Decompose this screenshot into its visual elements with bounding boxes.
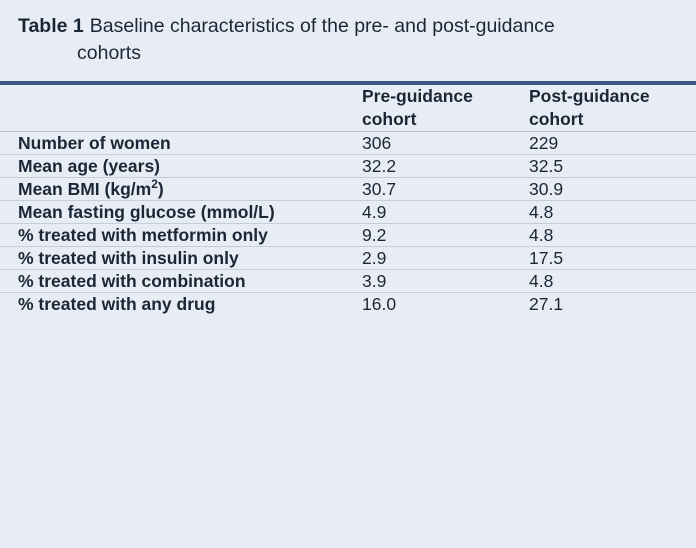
table-row <box>0 224 696 247</box>
column-header-post-guidance-line2: cohort <box>529 109 584 129</box>
row-value-post: 27.1 <box>529 294 564 314</box>
row-value-pre: 3.9 <box>362 270 529 293</box>
table-row <box>0 178 696 201</box>
row-label <box>0 224 362 247</box>
row-label-text: % treated with insulin only <box>18 248 239 268</box>
column-header-pre-guidance <box>362 85 529 132</box>
table-head <box>0 85 696 132</box>
row-label <box>0 201 362 224</box>
row-label-superscript: 2 <box>151 177 158 192</box>
table-body <box>0 132 696 316</box>
row-value-pre: 9.2 <box>362 224 529 247</box>
table-row <box>0 155 696 178</box>
table-caption <box>0 0 696 85</box>
row-label-text: Mean BMI (kg/m <box>18 179 152 199</box>
row-value-pre: 2.9 <box>362 247 529 270</box>
row-value-pre: 16.0 <box>362 294 397 314</box>
row-value-post: 229 <box>529 132 696 155</box>
row-label <box>0 132 362 155</box>
column-header-pre-guidance-line1: Pre-guidance <box>362 86 473 106</box>
row-value-post: 32.5 <box>529 155 696 178</box>
row-label <box>0 155 362 178</box>
row-value-pre: 306 <box>362 132 529 155</box>
row-label-text: % treated with metformin only <box>18 225 268 245</box>
row-value-pre: 30.7 <box>362 178 529 201</box>
caption-label: Table 1 <box>18 15 84 37</box>
caption-text: Baseline characteristics of the pre- and post-guidance <box>89 15 555 37</box>
row-value-post: 4.8 <box>529 201 696 224</box>
row-value-post: 4.8 <box>529 270 696 293</box>
baseline-characteristics-table <box>0 85 696 315</box>
row-label <box>0 293 362 316</box>
table-row <box>0 247 696 270</box>
table-header-row <box>0 85 696 132</box>
row-label <box>0 270 362 293</box>
column-header-post-guidance <box>529 85 696 132</box>
column-header-pre-guidance-line2: cohort <box>362 109 417 129</box>
row-label <box>0 178 362 201</box>
column-header-post-guidance-line1: Post-guidance <box>529 86 650 106</box>
row-value-pre: 32.2 <box>362 155 529 178</box>
table-row <box>0 270 696 293</box>
row-value-post: 4.8 <box>529 224 696 247</box>
row-value-post: 30.9 <box>529 178 696 201</box>
row-label <box>0 247 362 270</box>
table-row <box>0 201 696 224</box>
row-value-pre: 4.9 <box>362 201 529 224</box>
table-row <box>0 293 696 316</box>
row-label-text: % treated with combination <box>18 271 246 291</box>
caption-second-line: cohorts <box>77 42 141 64</box>
caption-first-line <box>18 13 678 40</box>
row-value-post: 17.5 <box>529 247 696 270</box>
row-label-text: Number of women <box>18 133 171 153</box>
row-label-text: % treated with any drug <box>18 294 216 314</box>
row-label-text: Mean fasting glucose (mmol/L) <box>18 202 275 222</box>
column-header-characteristic <box>0 85 362 132</box>
table-row <box>0 132 696 155</box>
row-label-text: Mean age (years) <box>18 156 161 176</box>
row-label-tail: ) <box>157 179 164 199</box>
